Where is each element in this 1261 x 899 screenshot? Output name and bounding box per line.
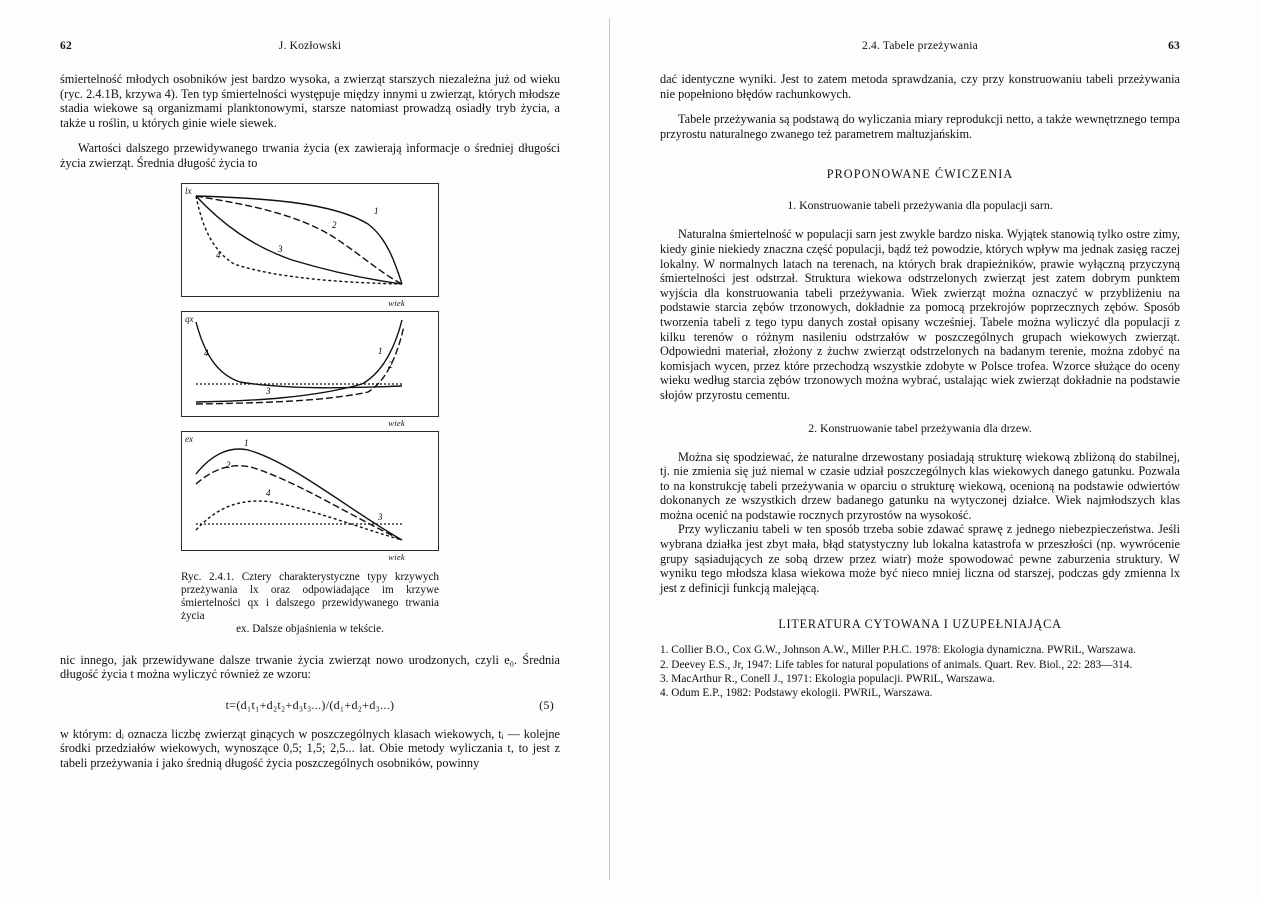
equation-number: (5) <box>539 697 554 712</box>
paragraph: śmiertelność młodych osobników jest bardzo wysoka, a zwierząt starszych niezależna już od wieku (ryc. 2.4.1B, krzywa 4). Ten typ śmiertelności występuje między innymi u zwierząt, których młodsze stadia wiekowe są organizmami planktonowymi, starsze natomiast prowadzą osiadły tryb życia, a także u roślin, u których ginie wiele siewek. <box>60 72 560 130</box>
left-body-text-after-figure <box>60 653 560 682</box>
page-gutter-divider <box>609 18 610 880</box>
curve-label-3: 3 <box>278 243 283 254</box>
bibliography-entry: 4. Odum E.P., 1982: Podstawy ekologii. PWRiL, Warszawa. <box>660 687 933 700</box>
left-running-head <box>60 40 560 56</box>
x-axis-label-qx: wiek <box>388 417 405 428</box>
bibliography-entry: 3. MacArthur R., Conell J., 1971: Ekologia populacji. PWRiL, Warszawa. <box>660 672 995 685</box>
right-page-column <box>660 40 1180 701</box>
plot-ex <box>182 432 438 550</box>
exercise-2-heading: 2. Konstruowanie tabel przeżywania dla drzew. <box>808 420 1032 435</box>
right-running-head <box>660 40 1180 56</box>
bibliography-entry: 2. Deevey E.S., Jr, 1947: Life tables for natural populations of animals. Quart. Rev. Biol., 22: 283—314. <box>660 658 1133 671</box>
bibliography-list <box>660 644 1180 700</box>
exercise-2-body: Można się spodziewać, że naturalne drzewostany posiadają strukturę wiekową zbliżoną do stabilnej, tj. nie zmienia się już niemal w czasie udział poszczególnych klas wiekowych danego gatunku. Pozwala to na konstrukcję tabeli przeżywania w oparciu o strukturę wiekową, ocenioną na podstawie odwiertów dokonanych ze wszystkich drzew badanego gatunku na wytyczonej działce. Wiek najmłodszych klas można ocenić na podstawie rocznych przyrostów na wysokość. <box>660 449 1180 522</box>
left-running-title: J. Kozłowski <box>278 40 342 52</box>
section-heading-exercises: PROPONOWANE ĆWICZENIA <box>826 167 1014 182</box>
plot-lx <box>182 184 438 296</box>
curve-label-1: 1 <box>378 345 383 356</box>
figure-caption-number: Ryc. 2.4.1. <box>181 570 235 583</box>
left-folio: 62 <box>60 40 72 52</box>
exercise-2-body: Przy wyliczaniu tabeli w ten sposób trzeba sobie zdawać sprawę z jednego niebezpieczeństwa. Jeśli wybrana działka jest zbyt mała, błąd statystyczny lub lokalna katastrofa w przeszłości (np. wywrócenie grupy sąsiadujących ze sobą drzew przez wiatr) może spowodować pewne zaburzenia struktury. W wyniku tego młodsza klasa wiekowa może być nieco mniej liczna od starszej, podczas gdy zmienna lx jest z definicji funkcją malejącą. <box>660 522 1180 595</box>
figure-caption-text: Cztery charakterystyczne typy krzywych przeżywania lx oraz odpowiadające im krzywe śmiertelności qx i dalszego przewidywanego trwania życia <box>181 570 439 623</box>
paragraph: Wartości dalszego przewidywanego trwania życia (ex zawierają informacje o średniej długości życia zwierząt. Średnia długość życia to <box>60 141 560 170</box>
left-page-column <box>60 40 560 771</box>
x-axis-label-lx: wiek <box>388 297 405 308</box>
figure-caption <box>181 571 439 637</box>
bibliography-entry: 1. Collier B.O., Cox G.W., Johnson A.W., Miller P.H.C. 1978: Ekologia dynamiczna. PWRiL, Warszawa. <box>660 644 1136 657</box>
equation-5 <box>60 698 560 713</box>
curve-label-2: 2 <box>226 459 231 470</box>
figure-panel-ex <box>181 431 439 551</box>
left-body-text-after-formula <box>60 727 560 771</box>
figure-caption-tail: ex. Dalsze objaśnienia w tekście. <box>236 623 384 636</box>
bibliography-heading: LITERATURA CYTOWANA I UZUPEŁNIAJĄCA <box>778 617 1062 632</box>
curve-label-2: 2 <box>388 359 393 370</box>
x-axis-label-ex: wiek <box>388 551 405 562</box>
equation-body: t=(d₁t₁+d₂t₂+d₃t₃...)/(d₁+d₂+d₃...) <box>225 697 395 712</box>
curve-label-4: 4 <box>266 487 271 498</box>
right-body-text <box>660 72 1180 141</box>
y-axis-label-ex: ex <box>185 433 193 444</box>
curve-label-4: 4 <box>204 347 209 358</box>
paragraph: w którym: dᵢ oznacza liczbę zwierząt ginących w poszczególnych klasach wiekowych, tᵢ — kolejne środki przedziałów wiekowych, wynoszące 0,5; 1,5; 2,5... lat. Obie metody wyliczania t, to jest z tabeli przeżywania i jako średnią długość życia poszczególnych osobników, powinny <box>60 726 560 770</box>
curve-label-3: 3 <box>378 511 383 522</box>
plot-qx <box>182 312 438 416</box>
right-folio: 63 <box>1168 40 1180 52</box>
y-axis-label-qx: qx <box>185 313 194 324</box>
curve-label-2: 2 <box>332 219 337 230</box>
right-running-title: 2.4. Tabele przeżywania <box>862 40 978 52</box>
curve-label-1: 1 <box>244 437 249 448</box>
figure-panel-lx <box>181 183 439 297</box>
curve-label-4: 4 <box>216 249 221 260</box>
left-body-text <box>60 72 560 171</box>
paragraph: nic innego, jak przewidywane dalsze trwanie życia zwierząt nowo urodzonych, czyli e₀. Średnia długość życia t można wyliczyć również ze wzoru: <box>60 652 560 682</box>
paragraph: dać identyczne wyniki. Jest to zatem metoda sprawdzania, czy przy konstruowaniu tabeli przeżywania nie popełniono błędów rachunkowych. <box>660 72 1180 101</box>
exercise-1-heading: 1. Konstruowanie tabeli przeżywania dla populacji sarn. <box>787 198 1053 213</box>
exercise-1-body: Naturalna śmiertelność w populacji sarn jest zwykle bardzo niska. Wyjątek stanowią tylko ostre zimy, kiedy ginie niekiedy znaczna część populacji, bądź też powodzie, których wpływ ma jednak zasięg raczej lokalny. W normalnych latach na terenach, na których brak drapieżników, prawie wyłączną przyczyną śmiertelności jest odstrzał. Struktura wiekowa odstrzelonych zwierząt jest zatem dobrym punktem wyjścia dla konstruowania tabeli przeżywania. Wiek zwierząt można oznaczyć w przybliżeniu na podstawie starcia zębów trzonowych, dokładnie za pomocą przekrojów poprzecznych zębów. Sposób tworzenia tabeli z tego typu danych został opisany wcześniej. Tabele można wyliczyć dla populacji z kilku terenów o różnym nasileniu odstrzałów w poszczególnych grupach wiekowych zwierząt. Odpowiedni materiał, złożony z żuchw zwierząt odstrzelonych na badanym terenie, można zdobyć na komisjach wycen, przez które przechodzą wszystkie zdobyte w Polsce trofea. Wzorce służące do oceny wieku według starcia zębów trzonowych można wybrać, ustalając wiek zwierząt dokładnie na podstawie słojów przyrostu cementu. <box>660 227 1180 402</box>
figure-panel-qx <box>181 311 439 417</box>
y-axis-label-lx: lx <box>185 185 192 196</box>
curve-label-1: 1 <box>374 205 379 216</box>
paragraph: Tabele przeżywania są podstawą do wyliczania miary reprodukcji netto, a także wewnętrznego tempa przyrostu naturalnego zwanego też parametrem maltuzjańskim. <box>660 112 1180 141</box>
curve-label-3: 3 <box>266 385 271 396</box>
figure-2-4-1 <box>181 183 439 637</box>
